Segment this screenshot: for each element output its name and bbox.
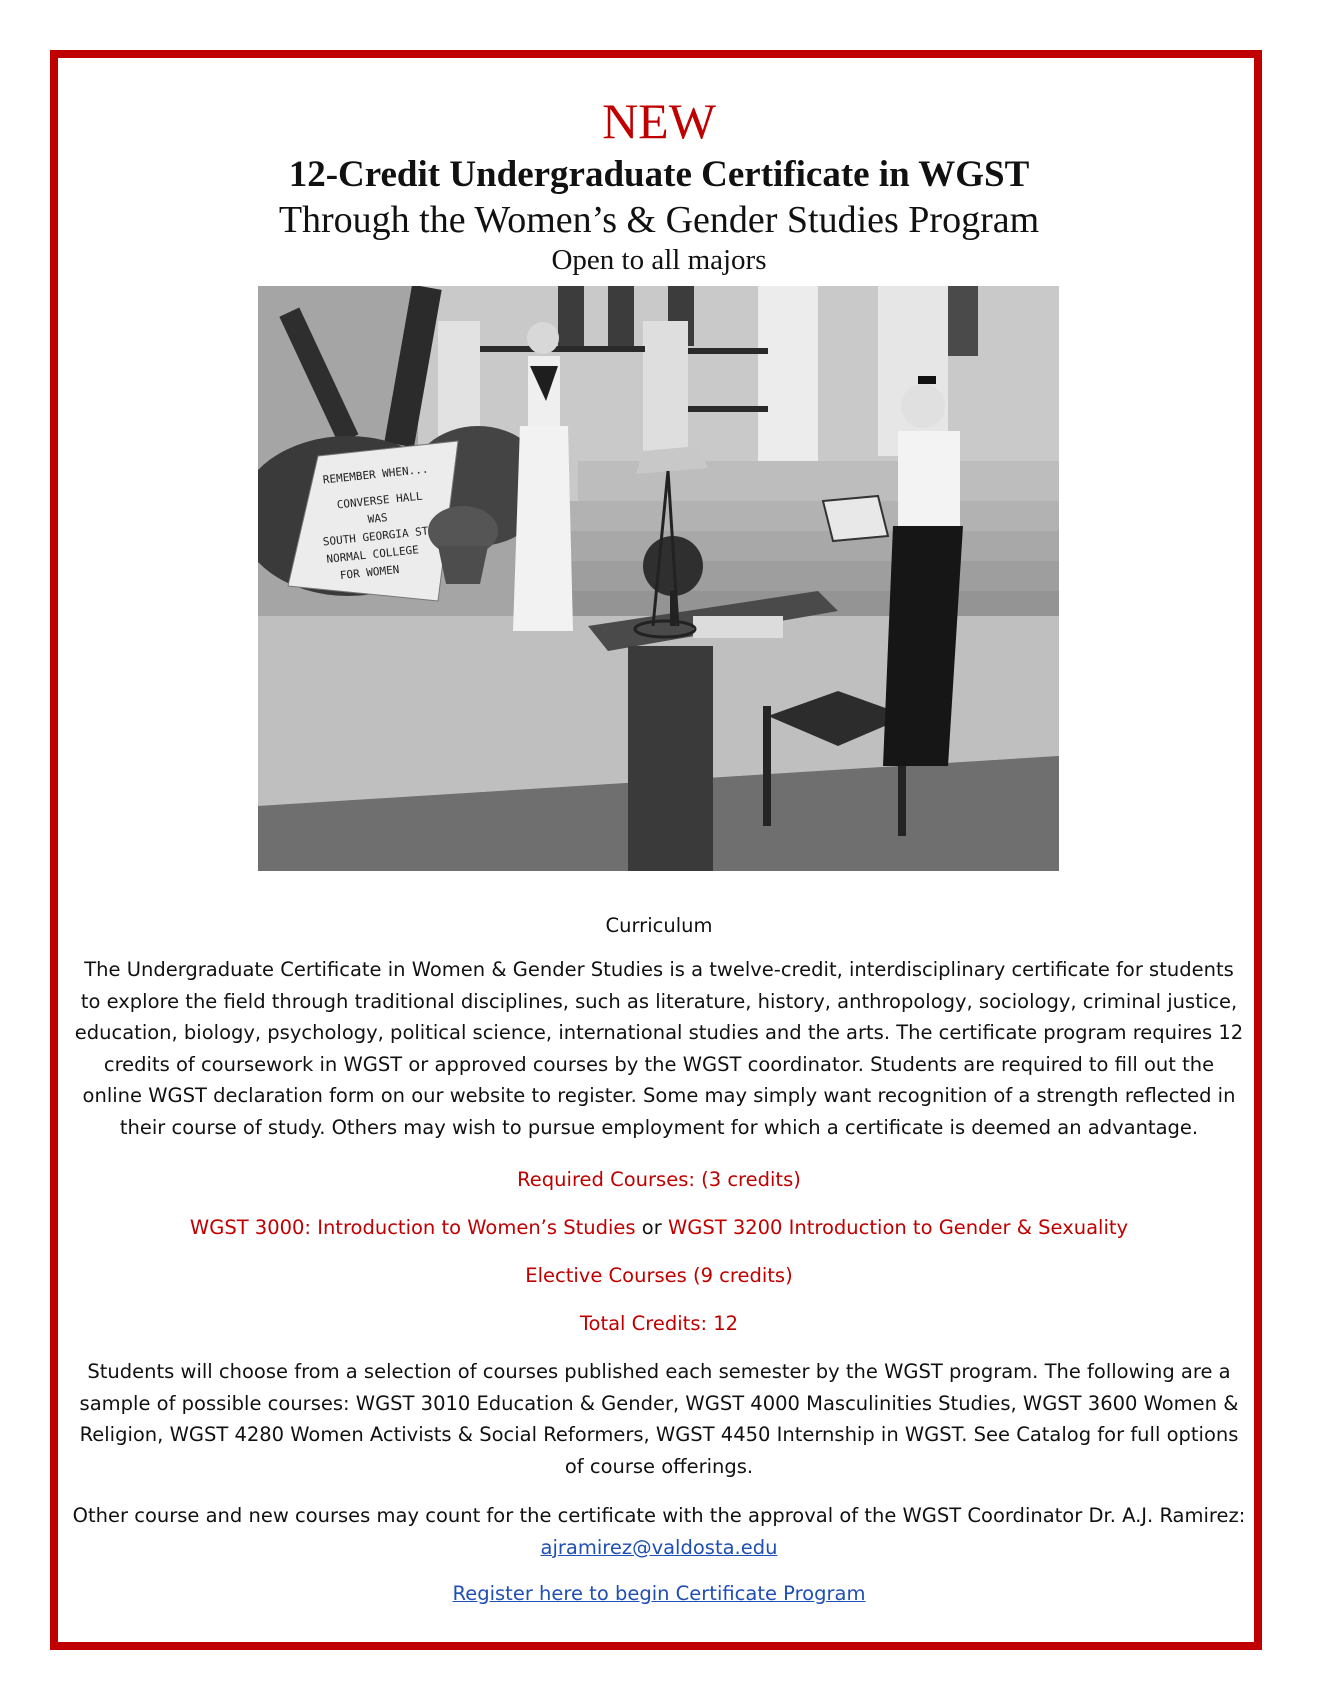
register-block	[72, 1578, 1246, 1610]
required-courses-heading: Required Courses: (3 credits)	[517, 1168, 801, 1191]
sign-text: WAS	[367, 511, 389, 527]
intro-paragraph: The Undergraduate Certificate in Women & Gender Studies is a twelve-credit, interdisciplinary certificate for students to explore the field through traditional disciplines, such as literature, history, anthropology, sociology, criminal justice, education, biology, psychology, political science, international studies and the arts. The certificate program requires 12 credits of coursework in WGST or approved courses by the WGST coordinator. Students are required to fill out the online WGST declaration form on our website to register. Some may simply want recognition of a strength reflected in their course of study. Others may wish to pursue employment for which a certificate is deemed an advantage.	[74, 958, 1244, 1139]
email-link[interactable]: ajramirez@valdosta.edu	[540, 1535, 778, 1559]
sign-text: FOR WOMEN	[339, 562, 400, 583]
new-label: NEW	[602, 93, 716, 149]
page-title: 12-Credit Undergraduate Certificate in WGST	[288, 154, 1030, 195]
total-credits: Total Credits: 12	[579, 1312, 739, 1335]
curriculum-heading: Curriculum	[605, 914, 713, 937]
required-course-options	[72, 1212, 1246, 1244]
open-to-majors: Open to all majors	[551, 244, 767, 276]
sign-text: REMEMBER WHEN...	[322, 462, 430, 487]
sign-text: SOUTH GEORGIA ST	[322, 524, 430, 549]
approval-block	[72, 1500, 1246, 1563]
page-subtitle: Through the Women’s & Gender Studies Program	[278, 199, 1040, 241]
historic-photo	[258, 286, 1059, 871]
elective-courses-heading: Elective Courses (9 credits)	[525, 1264, 793, 1287]
sign-text: CONVERSE HALL	[336, 489, 424, 512]
register-link[interactable]: Register here to begin Certificate Program	[452, 1582, 866, 1605]
or-connector: or	[635, 1216, 668, 1239]
course-wgst-3200: WGST 3200 Introduction to Gender & Sexuality	[667, 1216, 1129, 1239]
course-wgst-3000: WGST 3000: Introduction to Women’s Studies	[189, 1216, 636, 1239]
approval-text: Other course and new courses may count for the certificate with the approval of the WGST Coordinator Dr. A.J. Ramirez:	[72, 1504, 1246, 1527]
sign-text: NORMAL COLLEGE	[325, 543, 420, 566]
electives-paragraph: Students will choose from a selection of courses published each semester by the WGST program. The following are a sample of possible courses: WGST 3010 Education & Gender, WGST 4000 Masculinities Studies, WGST 3600 Women & Religion, WGST 4280 Women Activists & Social Reformers, WGST 4450 Internship in WGST. See Catalog for full options of course offerings.	[79, 1360, 1239, 1478]
